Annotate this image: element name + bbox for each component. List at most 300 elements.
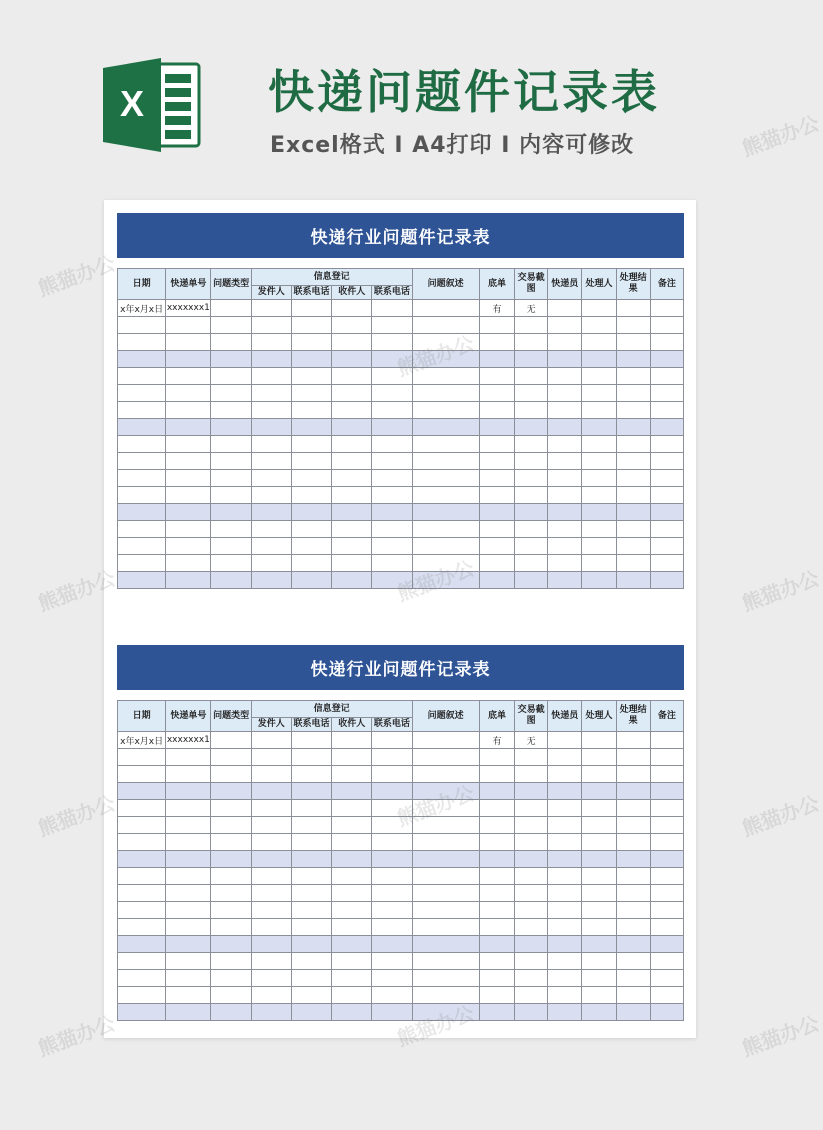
table-cell[interactable] (650, 572, 683, 589)
table-cell[interactable] (118, 487, 166, 504)
table-cell[interactable] (372, 783, 412, 800)
table-cell[interactable] (291, 834, 331, 851)
table-cell[interactable] (372, 749, 412, 766)
table-cell[interactable] (118, 851, 166, 868)
table-cell[interactable] (372, 1004, 412, 1021)
table-cell[interactable] (412, 851, 479, 868)
table-cell[interactable] (548, 368, 582, 385)
table-cell[interactable] (650, 851, 683, 868)
table-cell[interactable] (118, 453, 166, 470)
table-cell[interactable] (291, 936, 331, 953)
table-cell[interactable] (582, 334, 616, 351)
table-cell[interactable] (582, 834, 616, 851)
table-cell[interactable] (548, 487, 582, 504)
table-cell[interactable] (291, 1004, 331, 1021)
table-cell[interactable] (412, 538, 479, 555)
table-cell[interactable] (650, 436, 683, 453)
table-cell[interactable] (332, 1004, 372, 1021)
table-cell[interactable] (650, 987, 683, 1004)
table-cell[interactable] (548, 470, 582, 487)
table-cell[interactable] (332, 521, 372, 538)
table-cell[interactable] (166, 800, 211, 817)
table-cell[interactable] (372, 317, 412, 334)
table-cell[interactable] (548, 817, 582, 834)
table-cell[interactable] (332, 800, 372, 817)
table-cell[interactable] (412, 436, 479, 453)
table-cell[interactable] (291, 749, 331, 766)
table-cell[interactable] (515, 817, 548, 834)
table-cell[interactable] (118, 351, 166, 368)
table-cell[interactable] (211, 834, 251, 851)
table-cell[interactable] (479, 766, 514, 783)
table-cell[interactable] (372, 453, 412, 470)
table-cell[interactable] (211, 572, 251, 589)
table-cell[interactable] (372, 436, 412, 453)
table-cell[interactable] (650, 919, 683, 936)
table-cell[interactable] (251, 885, 291, 902)
table-cell[interactable] (211, 351, 251, 368)
table-cell[interactable] (166, 953, 211, 970)
table-cell[interactable] (166, 834, 211, 851)
table-cell[interactable] (412, 317, 479, 334)
table-cell[interactable] (166, 817, 211, 834)
table-cell[interactable] (211, 732, 251, 749)
table-cell[interactable] (412, 555, 479, 572)
table-cell[interactable] (332, 385, 372, 402)
table-cell[interactable] (479, 385, 514, 402)
table-cell[interactable] (616, 317, 650, 334)
table-cell[interactable] (372, 800, 412, 817)
table-cell[interactable] (166, 385, 211, 402)
table-cell[interactable] (479, 504, 514, 521)
table-cell[interactable] (118, 368, 166, 385)
table-cell[interactable] (616, 334, 650, 351)
table-cell[interactable] (118, 987, 166, 1004)
table-cell[interactable] (616, 300, 650, 317)
table-cell[interactable] (211, 868, 251, 885)
table-cell[interactable] (291, 732, 331, 749)
table-cell[interactable] (650, 487, 683, 504)
table-cell[interactable] (479, 470, 514, 487)
table-cell[interactable]: xxxxxxx1 (166, 300, 211, 317)
table-cell[interactable] (412, 1004, 479, 1021)
table-cell[interactable] (372, 970, 412, 987)
table-cell[interactable] (291, 453, 331, 470)
table-cell[interactable] (332, 317, 372, 334)
table-cell[interactable] (211, 987, 251, 1004)
table-cell[interactable] (211, 800, 251, 817)
table-cell[interactable] (412, 868, 479, 885)
table-cell[interactable] (616, 402, 650, 419)
table-cell[interactable] (332, 851, 372, 868)
table-cell[interactable] (332, 766, 372, 783)
table-cell[interactable] (332, 919, 372, 936)
table-cell[interactable] (332, 936, 372, 953)
table-cell[interactable] (412, 987, 479, 1004)
table-cell[interactable] (616, 851, 650, 868)
table-cell[interactable] (479, 919, 514, 936)
table-cell[interactable] (291, 436, 331, 453)
table-cell[interactable] (251, 521, 291, 538)
table-cell[interactable] (479, 368, 514, 385)
table-cell[interactable] (118, 749, 166, 766)
table-cell[interactable] (548, 419, 582, 436)
table-cell[interactable] (582, 487, 616, 504)
table-cell[interactable] (650, 402, 683, 419)
table-cell[interactable] (650, 936, 683, 953)
table-cell[interactable] (166, 368, 211, 385)
table-cell[interactable] (372, 385, 412, 402)
table-cell[interactable] (650, 800, 683, 817)
table-cell[interactable]: x年x月x日 (118, 300, 166, 317)
table-cell[interactable] (582, 572, 616, 589)
table-cell[interactable] (118, 470, 166, 487)
table-cell[interactable] (166, 487, 211, 504)
table-cell[interactable] (166, 766, 211, 783)
table-cell[interactable] (251, 351, 291, 368)
table-cell[interactable] (251, 504, 291, 521)
table-cell[interactable] (479, 351, 514, 368)
table-cell[interactable] (412, 504, 479, 521)
table-cell[interactable] (332, 453, 372, 470)
table-cell[interactable] (515, 936, 548, 953)
table-cell[interactable] (211, 504, 251, 521)
table-cell[interactable] (582, 732, 616, 749)
table-cell[interactable] (616, 749, 650, 766)
table-cell[interactable] (291, 385, 331, 402)
table-cell[interactable] (616, 868, 650, 885)
table-cell[interactable] (582, 436, 616, 453)
table-cell[interactable] (332, 334, 372, 351)
table-cell[interactable] (332, 504, 372, 521)
table-cell[interactable] (650, 766, 683, 783)
table-cell[interactable] (582, 851, 616, 868)
table-cell[interactable] (515, 538, 548, 555)
table-cell[interactable] (372, 402, 412, 419)
table-cell[interactable] (582, 402, 616, 419)
table-cell[interactable] (332, 970, 372, 987)
table-cell[interactable] (372, 885, 412, 902)
table-cell[interactable] (412, 300, 479, 317)
table-cell[interactable] (291, 572, 331, 589)
table-cell[interactable] (332, 300, 372, 317)
table-cell[interactable] (650, 538, 683, 555)
table-cell[interactable] (650, 334, 683, 351)
table-cell[interactable] (616, 487, 650, 504)
table-cell[interactable] (650, 885, 683, 902)
table-cell[interactable] (548, 572, 582, 589)
table-cell[interactable] (548, 538, 582, 555)
table-cell[interactable] (515, 800, 548, 817)
table-cell[interactable] (412, 521, 479, 538)
table-cell[interactable] (251, 732, 291, 749)
table-cell[interactable] (251, 936, 291, 953)
table-cell[interactable] (479, 783, 514, 800)
table-cell[interactable] (479, 749, 514, 766)
table-cell[interactable] (548, 555, 582, 572)
table-cell[interactable] (372, 868, 412, 885)
table-cell[interactable] (251, 402, 291, 419)
table-cell[interactable] (118, 521, 166, 538)
table-cell[interactable] (372, 936, 412, 953)
table-cell[interactable] (650, 783, 683, 800)
table-cell[interactable] (291, 919, 331, 936)
table-cell[interactable] (650, 504, 683, 521)
table-cell[interactable] (291, 783, 331, 800)
table-cell[interactable] (372, 504, 412, 521)
table-cell[interactable] (332, 953, 372, 970)
table-cell[interactable] (166, 419, 211, 436)
table-cell[interactable] (412, 936, 479, 953)
table-cell[interactable] (118, 902, 166, 919)
table-cell[interactable] (479, 800, 514, 817)
table-cell[interactable] (251, 800, 291, 817)
table-cell[interactable] (616, 936, 650, 953)
table-cell[interactable] (372, 817, 412, 834)
table-cell[interactable] (412, 783, 479, 800)
table-cell[interactable] (118, 504, 166, 521)
table-cell[interactable] (118, 436, 166, 453)
table-cell[interactable] (118, 953, 166, 970)
table-cell[interactable] (479, 487, 514, 504)
table-cell[interactable] (582, 783, 616, 800)
table-cell[interactable] (412, 572, 479, 589)
table-cell[interactable] (291, 419, 331, 436)
table-cell[interactable] (251, 834, 291, 851)
table-cell[interactable] (291, 368, 331, 385)
table-cell[interactable] (332, 368, 372, 385)
table-cell[interactable] (412, 334, 479, 351)
table-cell[interactable] (332, 987, 372, 1004)
table-cell[interactable] (166, 902, 211, 919)
table-cell[interactable] (479, 555, 514, 572)
table-cell[interactable] (616, 572, 650, 589)
table-cell[interactable] (515, 783, 548, 800)
table-cell[interactable] (582, 385, 616, 402)
table-cell[interactable] (291, 300, 331, 317)
table-cell[interactable] (616, 987, 650, 1004)
table-cell[interactable] (412, 800, 479, 817)
table-cell[interactable]: 无 (515, 732, 548, 749)
table-cell[interactable] (582, 800, 616, 817)
table-cell[interactable] (211, 919, 251, 936)
table-cell[interactable] (251, 385, 291, 402)
table-cell[interactable] (515, 834, 548, 851)
table-cell[interactable] (166, 317, 211, 334)
table-cell[interactable] (548, 351, 582, 368)
table-cell[interactable] (515, 521, 548, 538)
table-cell[interactable] (166, 749, 211, 766)
table-cell[interactable] (479, 1004, 514, 1021)
table-cell[interactable] (548, 800, 582, 817)
table-cell[interactable] (582, 953, 616, 970)
table-cell[interactable] (372, 419, 412, 436)
table-cell[interactable] (616, 919, 650, 936)
table-cell[interactable] (616, 953, 650, 970)
table-cell[interactable] (616, 1004, 650, 1021)
table-cell[interactable] (166, 783, 211, 800)
table-cell[interactable] (291, 521, 331, 538)
table-cell[interactable] (548, 936, 582, 953)
table-cell[interactable] (291, 351, 331, 368)
table-cell[interactable] (515, 970, 548, 987)
table-cell[interactable] (412, 834, 479, 851)
table-cell[interactable] (582, 453, 616, 470)
table-cell[interactable] (166, 504, 211, 521)
table-cell[interactable] (616, 885, 650, 902)
table-cell[interactable] (650, 1004, 683, 1021)
table-cell[interactable] (582, 817, 616, 834)
table-cell[interactable] (291, 470, 331, 487)
table-cell[interactable] (166, 936, 211, 953)
table-cell[interactable] (479, 572, 514, 589)
table-cell[interactable] (548, 868, 582, 885)
table-cell[interactable] (412, 885, 479, 902)
table-cell[interactable] (166, 851, 211, 868)
table-cell[interactable] (650, 317, 683, 334)
table-cell[interactable] (582, 936, 616, 953)
table-cell[interactable] (166, 1004, 211, 1021)
table-cell[interactable] (479, 953, 514, 970)
table-cell[interactable] (548, 851, 582, 868)
table-cell[interactable] (251, 487, 291, 504)
table-cell[interactable] (548, 504, 582, 521)
table-cell[interactable] (515, 317, 548, 334)
table-cell[interactable] (616, 504, 650, 521)
table-cell[interactable] (118, 783, 166, 800)
table-cell[interactable] (479, 936, 514, 953)
table-cell[interactable] (372, 368, 412, 385)
table-cell[interactable] (251, 987, 291, 1004)
table-cell[interactable] (582, 351, 616, 368)
table-cell[interactable] (515, 919, 548, 936)
table-cell[interactable] (650, 749, 683, 766)
table-cell[interactable] (251, 453, 291, 470)
table-cell[interactable] (118, 885, 166, 902)
table-cell[interactable] (118, 800, 166, 817)
table-cell[interactable] (332, 749, 372, 766)
table-cell[interactable] (582, 749, 616, 766)
table-cell[interactable] (332, 572, 372, 589)
table-cell[interactable] (582, 555, 616, 572)
table-cell[interactable] (548, 453, 582, 470)
table-cell[interactable] (616, 970, 650, 987)
table-cell[interactable] (372, 470, 412, 487)
table-cell[interactable] (291, 987, 331, 1004)
table-cell[interactable] (372, 555, 412, 572)
table-cell[interactable] (211, 766, 251, 783)
table-cell[interactable] (372, 834, 412, 851)
table-cell[interactable] (166, 970, 211, 987)
table-cell[interactable] (251, 368, 291, 385)
table-cell[interactable] (211, 487, 251, 504)
table-cell[interactable] (211, 936, 251, 953)
table-cell[interactable] (616, 385, 650, 402)
table-cell[interactable] (582, 868, 616, 885)
table-cell[interactable] (291, 766, 331, 783)
table-cell[interactable] (616, 368, 650, 385)
table-cell[interactable] (166, 334, 211, 351)
table-cell[interactable] (582, 368, 616, 385)
table-cell[interactable] (118, 970, 166, 987)
table-cell[interactable] (166, 402, 211, 419)
table-cell[interactable] (412, 919, 479, 936)
table-cell[interactable] (515, 902, 548, 919)
table-cell[interactable] (412, 419, 479, 436)
table-cell[interactable] (548, 885, 582, 902)
table-cell[interactable] (332, 834, 372, 851)
table-cell[interactable] (211, 300, 251, 317)
table-cell[interactable] (372, 334, 412, 351)
table-cell[interactable] (118, 817, 166, 834)
table-cell[interactable] (479, 419, 514, 436)
table-cell[interactable] (548, 300, 582, 317)
table-cell[interactable] (412, 732, 479, 749)
table-cell[interactable] (548, 970, 582, 987)
table-cell[interactable] (332, 351, 372, 368)
table-cell[interactable] (582, 317, 616, 334)
table-cell[interactable] (515, 453, 548, 470)
table-cell[interactable] (479, 453, 514, 470)
table-cell[interactable] (211, 368, 251, 385)
table-cell[interactable] (515, 987, 548, 1004)
table-cell[interactable] (251, 419, 291, 436)
table-cell[interactable] (372, 732, 412, 749)
table-cell[interactable] (118, 402, 166, 419)
table-cell[interactable] (118, 919, 166, 936)
table-cell[interactable] (515, 851, 548, 868)
table-cell[interactable] (332, 885, 372, 902)
table-cell[interactable] (412, 470, 479, 487)
table-cell[interactable] (616, 555, 650, 572)
table-cell[interactable] (251, 970, 291, 987)
table-cell[interactable] (548, 1004, 582, 1021)
table-cell[interactable] (616, 419, 650, 436)
table-cell[interactable] (650, 351, 683, 368)
table-cell[interactable] (166, 436, 211, 453)
table-cell[interactable] (479, 987, 514, 1004)
table-cell[interactable] (211, 419, 251, 436)
table-cell[interactable] (251, 919, 291, 936)
table-cell[interactable] (118, 385, 166, 402)
table-cell[interactable] (548, 521, 582, 538)
table-cell[interactable] (412, 953, 479, 970)
table-cell[interactable] (582, 885, 616, 902)
table-cell[interactable] (251, 334, 291, 351)
table-cell[interactable] (616, 783, 650, 800)
table-cell[interactable] (211, 521, 251, 538)
table-cell[interactable] (211, 436, 251, 453)
table-cell[interactable] (291, 970, 331, 987)
table-cell[interactable] (211, 783, 251, 800)
table-cell[interactable] (650, 953, 683, 970)
table-cell[interactable] (291, 953, 331, 970)
table-cell[interactable] (479, 538, 514, 555)
table-cell[interactable] (251, 470, 291, 487)
table-cell[interactable] (616, 732, 650, 749)
table-cell[interactable]: 无 (515, 300, 548, 317)
table-cell[interactable] (251, 538, 291, 555)
table-cell[interactable] (548, 953, 582, 970)
table-cell[interactable] (291, 817, 331, 834)
table-cell[interactable] (166, 521, 211, 538)
table-cell[interactable] (479, 868, 514, 885)
table-cell[interactable] (332, 487, 372, 504)
table-cell[interactable] (650, 453, 683, 470)
table-cell[interactable] (515, 885, 548, 902)
table-cell[interactable] (582, 521, 616, 538)
table-cell[interactable] (650, 868, 683, 885)
